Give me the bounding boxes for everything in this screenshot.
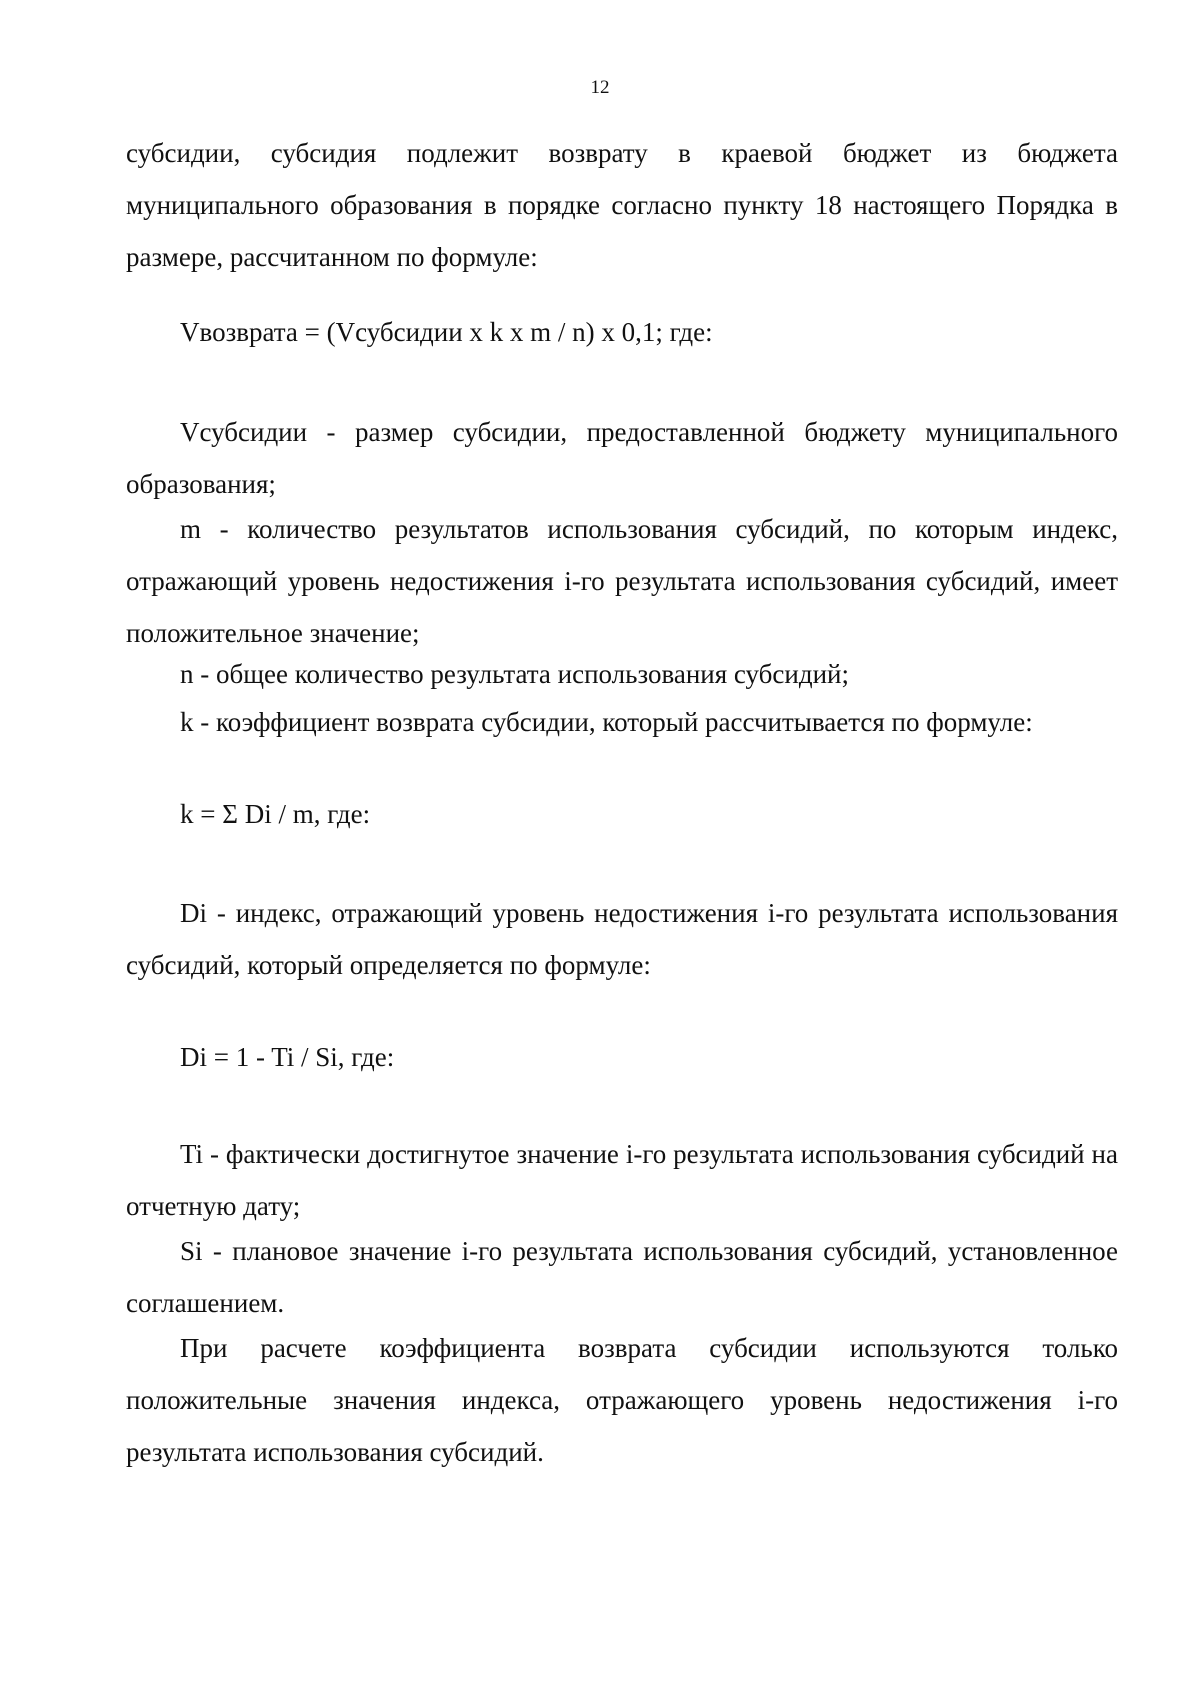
definition-di: Di - индекс, отражающий уровень недостижения i-го результата использования субсидий, который определяется по формуле: xyxy=(126,898,1118,980)
definition-k: k - коэффициент возврата субсидии, который рассчитывается по формуле: xyxy=(180,707,1033,737)
page-number: 12 xyxy=(590,77,610,98)
formula-return-amount: Vвозврата = (Vсубсидии x k x m / n) x 0,1; где: xyxy=(180,317,713,347)
paragraph-positive-values: При расчете коэффициента возврата субсидии используются только положительные значения индекса, отражающего уровень недостижения i-го результата использования субсидий. xyxy=(126,1333,1118,1467)
definition-n: n - общее количество результата использования субсидий; xyxy=(180,659,849,689)
formula-k: k = Σ Di / m, где: xyxy=(180,799,371,829)
definition-v-subsidy: Vсубсидии - размер субсидии, предоставленной бюджету муниципального образования; xyxy=(126,417,1118,499)
formula-di: Di = 1 - Ti / Si, где: xyxy=(180,1042,395,1072)
definition-ti: Ti - фактически достигнутое значение i-го результата использования субсидий на отчетную дату; xyxy=(126,1139,1118,1221)
paragraph-return-intro: субсидии, субсидия подлежит возврату в краевой бюджет из бюджета муниципального образования в порядке согласно пункту 18 настоящего Порядка в размере, рассчитанном по формуле: xyxy=(126,138,1118,272)
definition-si: Si - плановое значение i-го результата использования субсидий, установленное соглашением. xyxy=(126,1236,1118,1318)
definition-m: m - количество результатов использования субсидий, по которым индекс, отражающий уровень недостижения i-го результата использования субсидий, имеет положительное значение; xyxy=(126,514,1118,648)
